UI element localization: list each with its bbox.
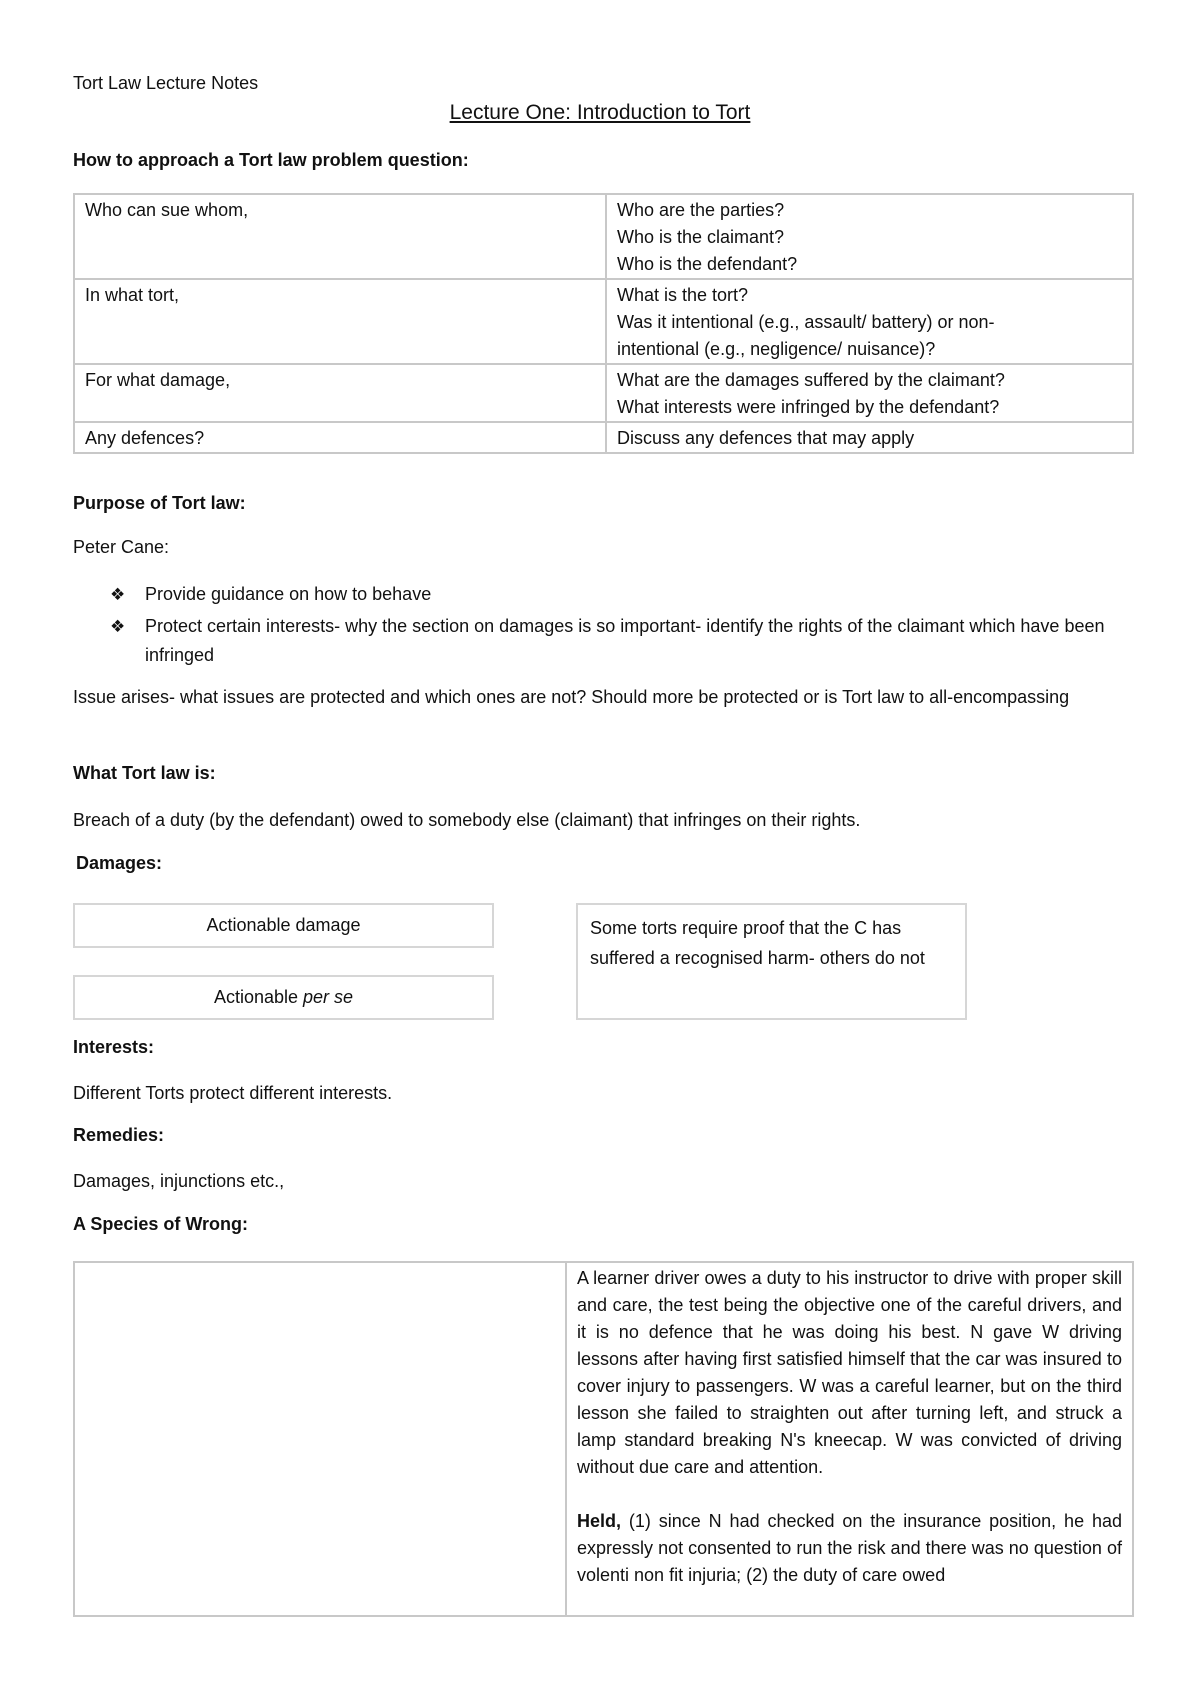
approach-heading: How to approach a Tort law problem question:: [73, 150, 469, 170]
table-row: [74, 1262, 1133, 1616]
table-row: [74, 364, 1133, 422]
table-cell-right: [606, 422, 1133, 453]
table-cell-left: For what damage,: [74, 364, 606, 422]
actionable-per-se-box: [73, 975, 494, 1020]
list-item: [110, 612, 1110, 670]
table-cell-right: [566, 1262, 1133, 1616]
remedies-text: Damages, injunctions etc.,: [73, 1171, 285, 1191]
what-is-heading: What Tort law is:: [73, 763, 216, 783]
table-row: [74, 194, 1133, 279]
cell-line: What interests were infringed by the defendant?: [617, 397, 1000, 417]
page-title: Lecture One: Introduction to Tort: [449, 101, 751, 124]
cell-line: Who are the parties?: [617, 200, 785, 220]
purpose-heading: Purpose of Tort law:: [73, 493, 246, 513]
table-row: [74, 279, 1133, 364]
cell-line: What are the damages suffered by the claimant?: [617, 370, 1005, 390]
table-cell-left: In what tort,: [74, 279, 606, 364]
diamond-bullet-icon: ❖: [110, 585, 126, 604]
table-row: [74, 422, 1133, 453]
species-table: [73, 1261, 1134, 1617]
table-cell-right: [606, 279, 1133, 364]
held-paragraph: [577, 1508, 1122, 1589]
box-text: Actionable: [213, 987, 304, 1007]
author-label: Peter Cane:: [73, 537, 170, 557]
cell-line: Discuss any defences that may apply: [617, 428, 915, 448]
spacer: [577, 1481, 1122, 1508]
table-cell-right: [606, 364, 1133, 422]
actionable-damage-box: Actionable damage: [73, 903, 494, 948]
bullet-text: Protect certain interests- why the section on damages is so important- identify the rights of the claimant which have been infringed: [145, 616, 1105, 665]
interests-text: Different Torts protect different interests.: [73, 1083, 393, 1103]
damages-heading: Damages:: [76, 853, 163, 873]
cell-line: intentional (e.g., negligence/ nuisance)?: [617, 339, 936, 359]
held-label: Held,: [577, 1511, 622, 1531]
damages-note-box: Some torts require proof that the C has suffered a recognised harm- others do not: [576, 903, 967, 1020]
list-item: [110, 580, 1110, 609]
issue-text: Issue arises- what issues are protected and which ones are not? Should more be protected or is Tort law to all-encompassing: [73, 687, 1070, 707]
what-is-text: Breach of a duty (by the defendant) owed to somebody else (claimant) that infringes on their rights.: [73, 810, 861, 830]
cell-line: What is the tort?: [617, 285, 749, 305]
cell-line: Was it intentional (e.g., assault/ battery) or non-: [617, 312, 995, 332]
species-heading: A Species of Wrong:: [73, 1214, 249, 1234]
approach-table: [73, 193, 1134, 454]
box-text-italic: per se: [303, 987, 354, 1007]
header-note: Tort Law Lecture Notes: [73, 73, 259, 93]
table-cell-left: Any defences?: [74, 422, 606, 453]
bullet-list: [110, 580, 1110, 673]
remedies-heading: Remedies:: [73, 1125, 165, 1145]
table-cell-left: [74, 1262, 566, 1616]
cell-line: Who is the defendant?: [617, 254, 798, 274]
table-cell-left: Who can sue whom,: [74, 194, 606, 279]
bullet-text: Provide guidance on how to behave: [145, 584, 432, 604]
cell-line: Who is the claimant?: [617, 227, 785, 247]
interests-heading: Interests:: [73, 1037, 155, 1057]
table-cell-right: [606, 194, 1133, 279]
case-text: A learner driver owes a duty to his instructor to drive with proper skill and care, the test being the objective one of the careful drivers, and it is no defence that he was doing his best. N gave W driving lessons after having first satisfied himself that the car was insured to cover injury to passengers. W was a careful learner, but on the third lesson she failed to straighten out after turning left, and struck a lamp standard breaking N's kneecap. W was convicted of driving without due care and attention.: [577, 1268, 1122, 1477]
held-text: (1) since N had checked on the insurance position, he had expressly not consented to run the risk and there was no question of volenti non fit injuria; (2) the duty of care owed: [577, 1511, 1122, 1585]
diamond-bullet-icon: ❖: [110, 617, 126, 636]
